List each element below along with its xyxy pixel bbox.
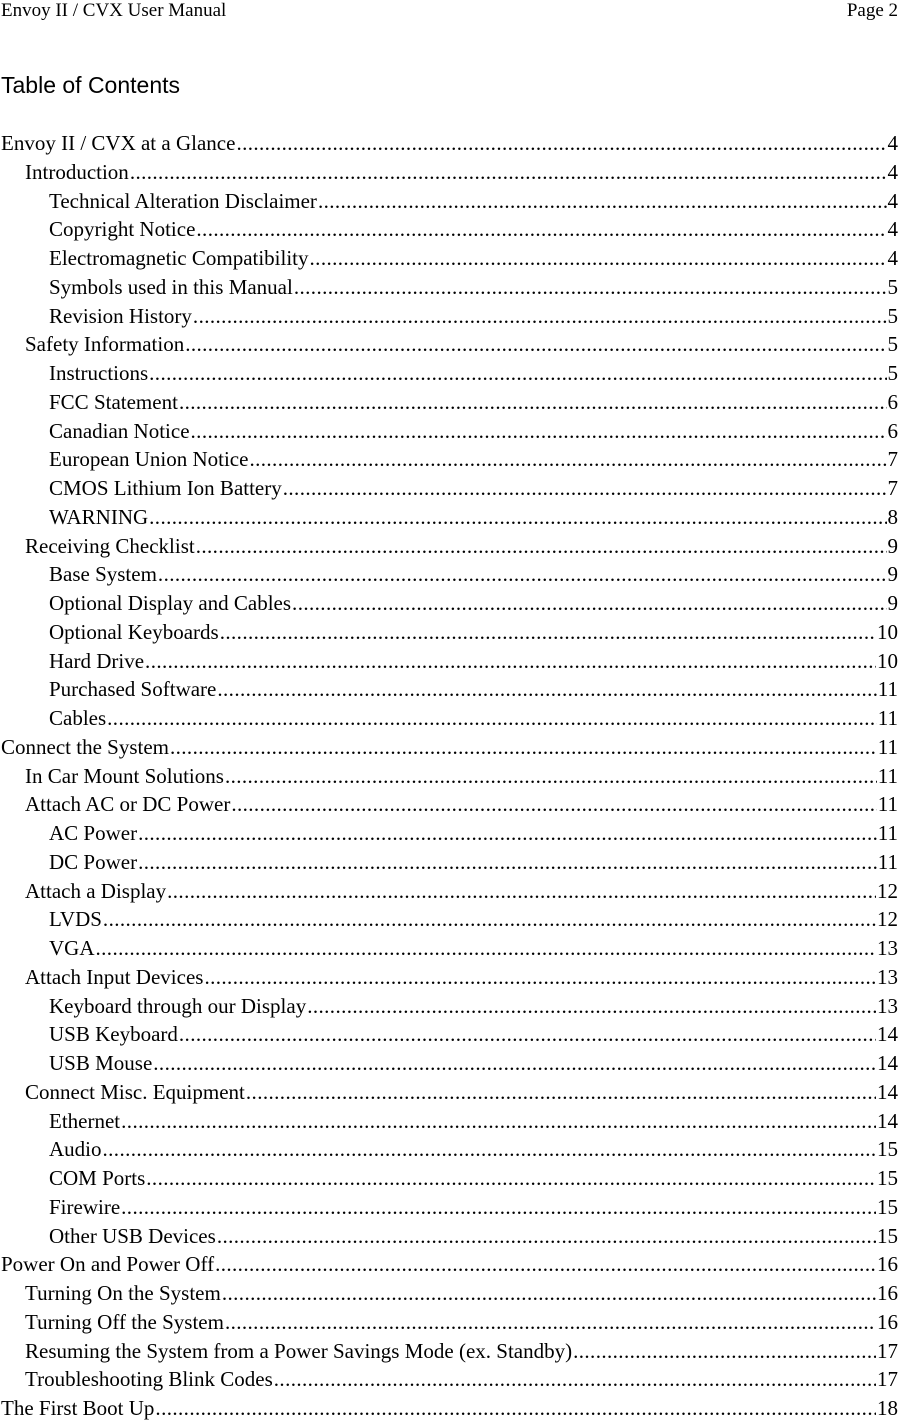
- toc-entry-page[interactable]: 8: [888, 503, 898, 532]
- toc-dot-leader: [222, 1279, 876, 1308]
- toc-entry[interactable]: [0, 704, 898, 733]
- toc-entry-title[interactable]: Attach a Display: [25, 877, 166, 906]
- toc-dot-leader: [193, 302, 887, 331]
- toc-entry-page[interactable]: 4: [888, 158, 898, 187]
- toc-entry-title[interactable]: Troubleshooting Blink Codes: [25, 1365, 273, 1394]
- manual-title: Envoy II / CVX User Manual: [1, 0, 226, 21]
- toc-dot-leader: [191, 417, 887, 446]
- toc-entry-title[interactable]: USB Mouse: [49, 1049, 152, 1078]
- toc-entry-title[interactable]: Instructions: [49, 359, 148, 388]
- toc-entry[interactable]: [0, 187, 898, 216]
- toc-entry-title[interactable]: DC Power: [49, 848, 137, 877]
- toc-entry[interactable]: [0, 905, 898, 934]
- toc-entry-page[interactable]: 5: [888, 273, 898, 302]
- page-header: [0, 0, 898, 22]
- toc-entry-page[interactable]: 11: [878, 675, 898, 704]
- toc-entry-page[interactable]: 11: [878, 762, 898, 791]
- toc-entry-title[interactable]: COM Ports: [49, 1164, 145, 1193]
- toc-entry-page[interactable]: 11: [878, 848, 898, 877]
- toc-entry-title[interactable]: Other USB Devices: [49, 1222, 216, 1251]
- toc-dot-leader: [307, 992, 876, 1021]
- toc-entry-page[interactable]: 4: [888, 244, 898, 273]
- toc-entry[interactable]: [0, 560, 898, 589]
- toc-entry[interactable]: [0, 474, 898, 503]
- toc-entry-page[interactable]: 15: [877, 1135, 898, 1164]
- toc-entry[interactable]: [0, 1049, 898, 1078]
- toc-entry-title[interactable]: AC Power: [49, 819, 137, 848]
- toc-entry[interactable]: [0, 1107, 898, 1136]
- toc-entry[interactable]: [0, 647, 898, 676]
- toc-dot-leader: [274, 1365, 876, 1394]
- toc-entry-title[interactable]: Turning Off the System: [25, 1308, 224, 1337]
- toc-dot-leader: [130, 158, 887, 187]
- toc-entry-title[interactable]: Revision History: [49, 302, 192, 331]
- toc-entry[interactable]: [0, 1308, 898, 1337]
- toc-entry-page[interactable]: 14: [877, 1078, 898, 1107]
- toc-entry-page[interactable]: 7: [888, 474, 898, 503]
- toc-dot-leader: [179, 388, 887, 417]
- toc-entry-title[interactable]: Resuming the System from a Power Savings Mode (ex. Standby): [25, 1337, 572, 1366]
- toc-entry[interactable]: [0, 934, 898, 963]
- toc-entry[interactable]: [0, 158, 898, 187]
- toc-entry-title[interactable]: Safety Information: [25, 330, 184, 359]
- toc-entry[interactable]: [0, 790, 898, 819]
- toc-dot-leader: [103, 1135, 877, 1164]
- toc-entry-page[interactable]: 11: [878, 790, 898, 819]
- toc-dot-leader: [138, 848, 877, 877]
- toc-entry-title[interactable]: Audio: [49, 1135, 102, 1164]
- toc-entry[interactable]: [0, 532, 898, 561]
- toc-dot-leader: [225, 1308, 876, 1337]
- toc-entry[interactable]: [0, 675, 898, 704]
- toc-entry[interactable]: [0, 1365, 898, 1394]
- toc-entry[interactable]: [0, 762, 898, 791]
- toc-dot-leader: [153, 1049, 876, 1078]
- toc-entry-page[interactable]: 17: [877, 1337, 898, 1366]
- toc-dot-leader: [121, 1107, 876, 1136]
- toc-dot-leader: [573, 1337, 876, 1366]
- toc-entry-page[interactable]: 18: [877, 1394, 898, 1423]
- toc-entry[interactable]: [0, 877, 898, 906]
- toc-entry-page[interactable]: 13: [877, 992, 898, 1021]
- toc-entry-page[interactable]: 12: [877, 905, 898, 934]
- toc-entry[interactable]: [0, 733, 898, 762]
- toc-entry-page[interactable]: 5: [888, 302, 898, 331]
- toc-entry[interactable]: [0, 1078, 898, 1107]
- toc-entry[interactable]: [0, 330, 898, 359]
- toc-entry-page[interactable]: 15: [877, 1193, 898, 1222]
- toc-dot-leader: [158, 560, 887, 589]
- toc-dot-leader: [155, 1394, 876, 1423]
- toc-entry-page[interactable]: 16: [877, 1250, 898, 1279]
- toc-entry[interactable]: [0, 819, 898, 848]
- toc-dot-leader: [225, 762, 877, 791]
- toc-entry-title[interactable]: VGA: [49, 934, 95, 963]
- toc-entry-page[interactable]: 11: [878, 704, 898, 733]
- toc-entry-title[interactable]: Optional Keyboards: [49, 618, 219, 647]
- toc-entry[interactable]: [0, 589, 898, 618]
- toc-dot-leader: [145, 647, 876, 676]
- toc-entry-title[interactable]: Ethernet: [49, 1107, 120, 1136]
- toc-entry-title[interactable]: Attach Input Devices: [25, 963, 203, 992]
- toc-entry-title[interactable]: Canadian Notice: [49, 417, 190, 446]
- toc-dot-leader: [146, 1164, 876, 1193]
- toc-entry-title[interactable]: Cables: [49, 704, 106, 733]
- toc-entry-title[interactable]: Electromagnetic Compatibility: [49, 244, 309, 273]
- toc-entry-title[interactable]: Envoy II / CVX at a Glance: [1, 129, 235, 158]
- toc-entry-title[interactable]: Optional Display and Cables: [49, 589, 291, 618]
- toc-entry-title[interactable]: Receiving Checklist: [25, 532, 195, 561]
- toc-dot-leader: [292, 589, 886, 618]
- toc-entry-title[interactable]: Attach AC or DC Power: [25, 790, 230, 819]
- toc-entry[interactable]: [0, 215, 898, 244]
- toc-entry-page[interactable]: 17: [877, 1365, 898, 1394]
- toc-entry-page[interactable]: 10: [877, 618, 898, 647]
- toc-entry[interactable]: [0, 1279, 898, 1308]
- toc-dot-leader: [138, 819, 877, 848]
- toc-entry-page[interactable]: 14: [877, 1020, 898, 1049]
- toc-dot-leader: [149, 503, 886, 532]
- toc-entry-title[interactable]: Keyboard through our Display: [49, 992, 306, 1021]
- toc-dot-leader: [217, 1222, 876, 1251]
- toc-entry-title[interactable]: Turning On the System: [25, 1279, 221, 1308]
- toc-entry-title[interactable]: Connect Misc. Equipment: [25, 1078, 245, 1107]
- toc-entry-page[interactable]: 7: [888, 445, 898, 474]
- toc-entry-page[interactable]: 13: [877, 963, 898, 992]
- toc-entry-title[interactable]: Copyright Notice: [49, 215, 195, 244]
- toc-entry-page[interactable]: 15: [877, 1222, 898, 1251]
- toc-heading: Table of Contents: [1, 71, 180, 99]
- toc-entry[interactable]: [0, 1135, 898, 1164]
- toc-dot-leader: [185, 330, 886, 359]
- toc-dot-leader: [179, 1020, 876, 1049]
- toc-entry[interactable]: [0, 1337, 898, 1366]
- toc-entry-page[interactable]: 13: [877, 934, 898, 963]
- toc-entry-title[interactable]: In Car Mount Solutions: [25, 762, 224, 791]
- toc-entry-title[interactable]: Base System: [49, 560, 157, 589]
- toc-entry-page[interactable]: 15: [877, 1164, 898, 1193]
- toc-entry-page[interactable]: 12: [877, 877, 898, 906]
- toc-entry-page[interactable]: 6: [888, 388, 898, 417]
- toc-dot-leader: [103, 905, 876, 934]
- toc-entry-title[interactable]: FCC Statement: [49, 388, 178, 417]
- toc-dot-leader: [318, 187, 887, 216]
- page-number: Page 2: [847, 0, 898, 21]
- toc-entry-title[interactable]: Hard Drive: [49, 647, 144, 676]
- toc-entry-title[interactable]: Technical Alteration Disclaimer: [49, 187, 317, 216]
- toc-entry-page[interactable]: 9: [888, 532, 898, 561]
- toc-entry-title[interactable]: The First Boot Up: [1, 1394, 154, 1423]
- toc-entry[interactable]: [0, 129, 898, 158]
- table-of-contents: [0, 129, 898, 1423]
- toc-entry[interactable]: [0, 503, 898, 532]
- toc-entry-page[interactable]: 16: [877, 1308, 898, 1337]
- toc-dot-leader: [121, 1193, 876, 1222]
- toc-entry[interactable]: [0, 388, 898, 417]
- toc-entry[interactable]: [0, 963, 898, 992]
- toc-entry[interactable]: [0, 848, 898, 877]
- toc-entry-title[interactable]: USB Keyboard: [49, 1020, 178, 1049]
- toc-entry[interactable]: [0, 273, 898, 302]
- toc-entry-title[interactable]: WARNING: [49, 503, 148, 532]
- toc-entry-page[interactable]: 5: [888, 359, 898, 388]
- toc-entry-title[interactable]: Power On and Power Off: [1, 1250, 214, 1279]
- toc-entry[interactable]: [0, 244, 898, 273]
- toc-dot-leader: [167, 877, 876, 906]
- toc-dot-leader: [294, 273, 887, 302]
- toc-entry[interactable]: [0, 992, 898, 1021]
- toc-entry[interactable]: [0, 1020, 898, 1049]
- toc-entry[interactable]: [0, 1250, 898, 1279]
- toc-dot-leader: [310, 244, 887, 273]
- toc-entry[interactable]: [0, 417, 898, 446]
- toc-entry[interactable]: [0, 1164, 898, 1193]
- toc-entry-page[interactable]: 4: [888, 129, 898, 158]
- toc-dot-leader: [246, 1078, 876, 1107]
- toc-dot-leader: [231, 790, 876, 819]
- toc-entry[interactable]: [0, 1222, 898, 1251]
- toc-entry-page[interactable]: 5: [888, 330, 898, 359]
- toc-entry-page[interactable]: 14: [877, 1049, 898, 1078]
- toc-dot-leader: [170, 733, 877, 762]
- toc-entry-page[interactable]: 11: [878, 733, 898, 762]
- toc-entry-page[interactable]: 9: [888, 560, 898, 589]
- toc-entry-page[interactable]: 14: [877, 1107, 898, 1136]
- toc-dot-leader: [107, 704, 877, 733]
- toc-dot-leader: [149, 359, 886, 388]
- toc-entry[interactable]: [0, 1193, 898, 1222]
- toc-dot-leader: [204, 963, 876, 992]
- toc-entry[interactable]: [0, 1394, 898, 1423]
- toc-entry-page[interactable]: 10: [877, 647, 898, 676]
- toc-dot-leader: [196, 215, 886, 244]
- toc-dot-leader: [283, 474, 887, 503]
- toc-entry-page[interactable]: 4: [888, 215, 898, 244]
- toc-entry-title[interactable]: Introduction: [25, 158, 129, 187]
- toc-entry-page[interactable]: 6: [888, 417, 898, 446]
- toc-dot-leader: [96, 934, 877, 963]
- toc-entry-title[interactable]: Symbols used in this Manual: [49, 273, 293, 302]
- toc-entry-page[interactable]: 16: [877, 1279, 898, 1308]
- toc-entry[interactable]: [0, 445, 898, 474]
- toc-dot-leader: [215, 1250, 876, 1279]
- toc-entry-title[interactable]: Firewire: [49, 1193, 120, 1222]
- toc-entry-title[interactable]: European Union Notice: [49, 445, 248, 474]
- toc-entry[interactable]: [0, 302, 898, 331]
- toc-entry-title[interactable]: CMOS Lithium Ion Battery: [49, 474, 282, 503]
- toc-dot-leader: [217, 675, 876, 704]
- toc-dot-leader: [249, 445, 886, 474]
- toc-entry[interactable]: [0, 618, 898, 647]
- toc-entry-title[interactable]: Connect the System: [1, 733, 169, 762]
- toc-entry-title[interactable]: LVDS: [49, 905, 102, 934]
- toc-dot-leader: [236, 129, 886, 158]
- toc-entry[interactable]: [0, 359, 898, 388]
- toc-entry-page[interactable]: 11: [878, 819, 898, 848]
- toc-entry-page[interactable]: 9: [888, 589, 898, 618]
- toc-entry-title[interactable]: Purchased Software: [49, 675, 216, 704]
- toc-dot-leader: [220, 618, 876, 647]
- toc-dot-leader: [196, 532, 887, 561]
- toc-entry-page[interactable]: 4: [888, 187, 898, 216]
